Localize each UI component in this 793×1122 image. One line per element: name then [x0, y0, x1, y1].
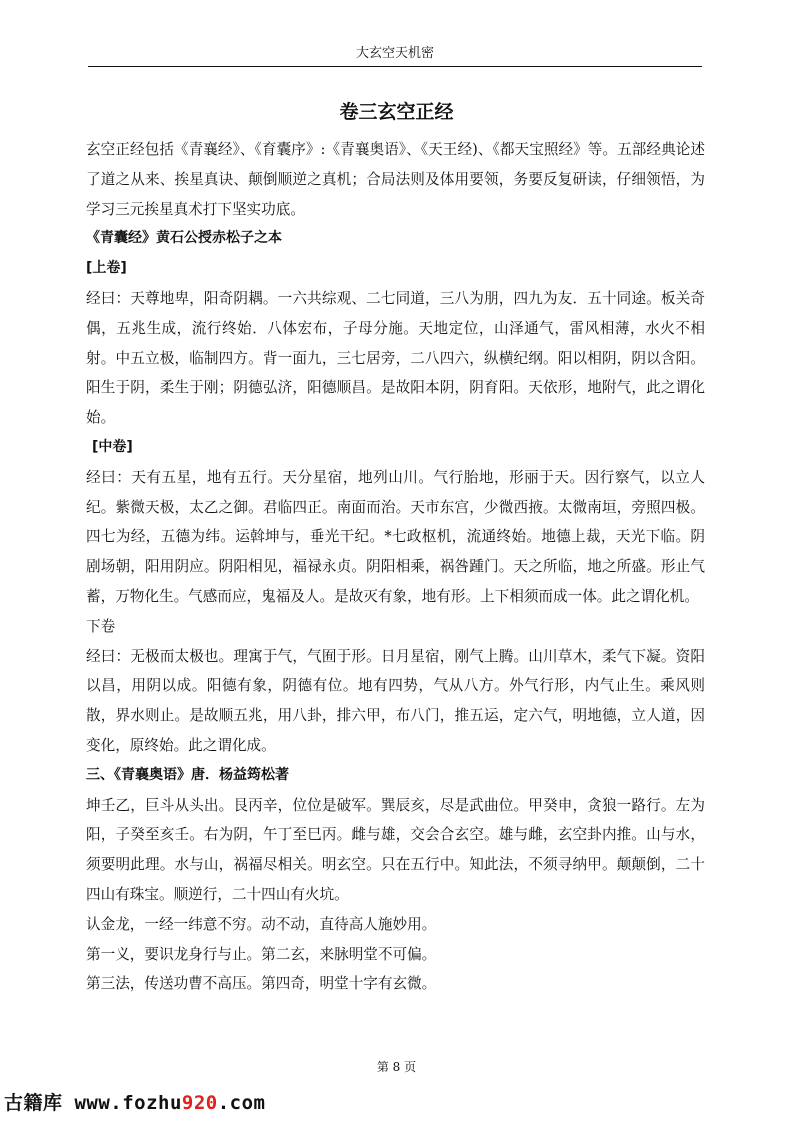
aoyu-line: 认金龙，一经一纬意不穷。动不动，直待高人施妙用。 — [86, 915, 437, 933]
chapter-title: 卷三玄空正经 — [339, 101, 454, 123]
upper-volume-label: [上卷] — [86, 260, 127, 277]
middle-volume-text: 经曰：天有五星，地有五行。天分星宿，地列山川。气行胎地，形丽于天。因行察气，以立人纪。紫微天极，太乙之御。君临四正。南面而治。天市东宫，少微西掖。太微南垣，旁照四极。四七为经，五德为纬。运斡坤与，垂光干纪。*七政枢机，流通终始。地德上裁，天光下临。阴剧场朝，阳用阴应。阴阳相见，福禄永贞。阴阳相乘，祸咎踵门。天之所临，地之所盛。形止气蓄，万物化生。气感而应，鬼福及人。是故灭有象，地有形。上下相须而成一体。此之谓化机。 — [86, 468, 705, 605]
section-title-qingnang: 《青囊经》黄石公授赤松子之本 — [86, 230, 282, 247]
watermark-suffix: .com — [217, 1092, 266, 1114]
watermark-number: 920 — [181, 1092, 218, 1114]
aoyu-line: 第一义，要识龙身行与止。第二玄，来脉明堂不可偏。 — [86, 945, 437, 963]
upper-volume-text: 经曰：天尊地卑，阳奇阴耦。一六共综观、二七同道，三八为朋，四九为友．五十同途。板关奇偶，五兆生成，流行终始．八体宏布，子母分施。天地定位，山泽通气，雷风相薄，水火不相射。中五立极，临制四方。背一面九，三七居旁，二八四六，纵横纪纲。阳以相阴，阴以含阳。阳生于阴，柔生于刚；阴德弘济，阳德顺昌。是故阳本阴，阴育阳。天依形，地附气，此之谓化始。 — [86, 289, 705, 427]
document-body — [86, 135, 705, 999]
aoyu-line: 坤壬乙，巨斗从头出。艮丙辛，位位是破军。巽辰亥，尽是武曲位。甲癸申，贪狼一路行。左为阳，子癸至亥壬。右为阴，午丁至巳丙。雌与雄，交会合玄空。雄与雌，玄空卦内推。山与水，须要明此理。水与山，祸福尽相关。明玄空。只在五行中。知此法，不须寻纳甲。颠颠倒，二十四山有珠宝。顺逆行，二十四山有火坑。 — [86, 796, 705, 903]
section-title-aoyu: 三、《青襄奥语》唐．杨益筠松著 — [86, 766, 289, 783]
aoyu-line: 第三法，传送功曹不高压。第四奇，明堂十字有玄微。 — [86, 975, 437, 993]
middle-volume-label: [中卷] — [92, 438, 133, 455]
lower-volume-label: 下卷 — [86, 617, 116, 635]
watermark-prefix: 古籍库 www.fozhu — [4, 1092, 182, 1114]
site-watermark — [4, 1088, 265, 1115]
running-header: 大玄空天机密 — [88, 44, 702, 67]
intro-paragraph: 玄空正经包括《青襄经》、《育囊序》:《青襄奥语》、《天王经)、《都天宝照经》等。五部经典论述了道之从来、挨星真诀、颠倒顺逆之真机；合局法则及体用要领，务要反复研读，仔细领悟，为学习三元挨星真术打下坚实功底。 — [86, 141, 705, 218]
lower-volume-text: 经曰：无极而太极也。理寓于气，气囿于形。日月星宿，刚气上腾。山川草木，柔气下凝。资阳以昌，用阴以成。阳德有象，阴德有位。地有四势，气从八方。外气行形，内气止生。乘风则散，界水则止。是故顺五兆，用八卦，排六甲，布八门，推五运，定六气，明地德，立人道，因变化，原终始。此之谓化成。 — [86, 647, 705, 754]
page-number: 第 8 页 — [376, 1060, 417, 1074]
